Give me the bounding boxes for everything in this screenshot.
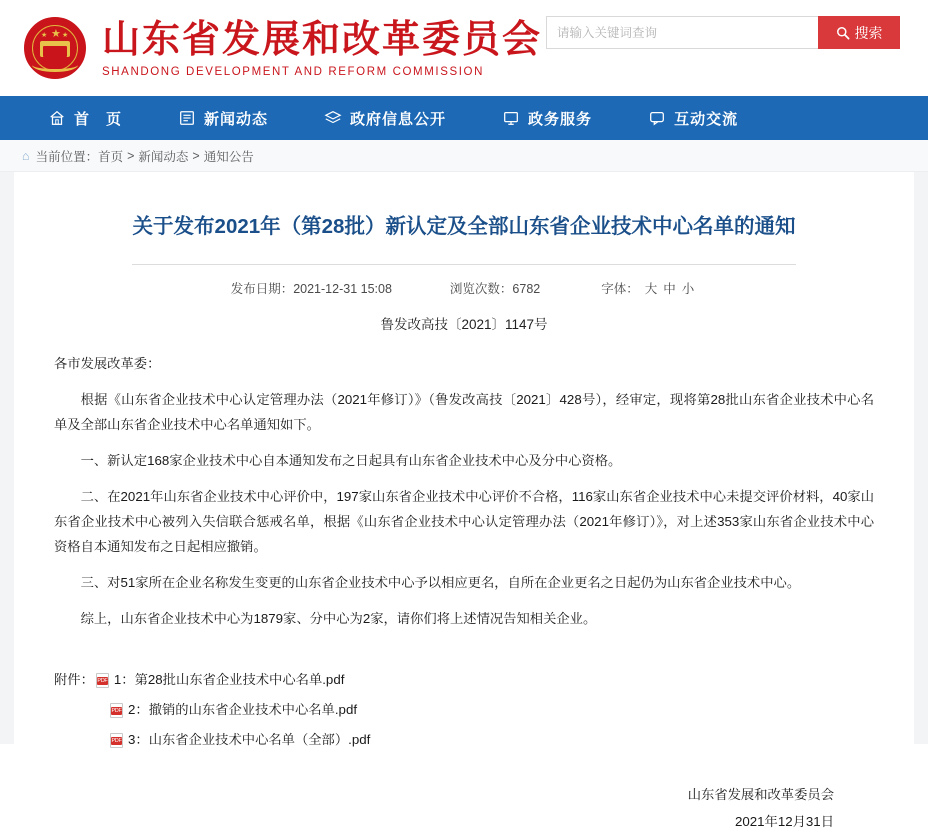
paragraph-3: 二、在2021年山东省企业技术中心评价中，197家山东省企业技术中心评价不合格，116家山东省企业技术中心未提交评价材料，40家山东省企业技术中心被列入失信联合惩戒名单，根据《山东省企业技术中心认定管理办法（2021年修订）》，对上述353家山东省企业技术中心资格自本通知发布之日起相应撤销。 bbox=[54, 489, 874, 554]
nav-item-gov-info[interactable] bbox=[296, 96, 474, 140]
signature-block bbox=[40, 781, 888, 835]
site-title-cn: 山东省发展和改革委员会 bbox=[102, 19, 543, 61]
pdf-icon: PDF bbox=[96, 673, 109, 688]
signature-issuer: 山东省发展和改革委员会 bbox=[687, 787, 834, 802]
view-count bbox=[450, 279, 540, 297]
font-size-medium[interactable]: 中 bbox=[663, 282, 676, 296]
nav-item-news[interactable] bbox=[150, 96, 296, 140]
article-body bbox=[40, 351, 888, 631]
breadcrumb-separator-0: > bbox=[127, 148, 135, 163]
publish-date bbox=[231, 279, 392, 297]
paragraph-4: 三、对51家所在企业名称发生变更的山东省企业技术中心予以相应更名，自所在企业更名之日起仍为山东省企业技术中心。 bbox=[80, 575, 801, 590]
nav-item-gov-service-label: 政务服务 bbox=[528, 110, 593, 128]
font-size-large[interactable]: 大 bbox=[644, 282, 658, 296]
document-number: 鲁发改高技〔2021〕1147号 bbox=[380, 317, 548, 332]
font-size-controls bbox=[598, 279, 697, 297]
pdf-icon: PDF bbox=[110, 733, 123, 748]
view-count-label: 浏览次数： bbox=[449, 282, 513, 296]
right-gutter bbox=[914, 172, 928, 744]
chat-icon bbox=[648, 109, 666, 127]
site-title-en: SHANDONG DEVELOPMENT AND REFORM COMMISSION bbox=[102, 66, 484, 78]
nav-item-gov-info-label: 政府信息公开 bbox=[350, 110, 447, 128]
attachment-index-3: 3： bbox=[128, 732, 149, 747]
news-icon bbox=[178, 109, 196, 127]
page-title: 关于发布2021年（第28批）新认定及全部山东省企业技术中心名单的通知 bbox=[132, 215, 796, 238]
paragraph-salutation: 各市发展改革委： bbox=[54, 356, 161, 371]
attachment-list bbox=[40, 665, 888, 755]
publish-date-value: 2021-12-31 15:08 bbox=[293, 282, 392, 296]
attachment-row-3[interactable] bbox=[54, 725, 888, 755]
paragraph-5: 综上，山东省企业技术中心为1879家、分中心为2家，请你们将上述情况告知相关企业。 bbox=[80, 611, 597, 626]
left-gutter bbox=[0, 172, 14, 744]
nav-item-home[interactable] bbox=[0, 96, 150, 140]
layers-icon bbox=[324, 109, 342, 127]
paragraph-2: 一、新认定168家企业技术中心自本通知发布之日起具有山东省企业技术中心及分中心资格。 bbox=[80, 453, 622, 468]
font-size-label: 字体： bbox=[601, 282, 639, 296]
breadcrumb-item-0[interactable]: 首页 bbox=[98, 149, 124, 164]
signature-date: 2021年12月31日 bbox=[734, 814, 834, 829]
font-size-small[interactable]: 小 bbox=[681, 282, 695, 296]
nav-item-interaction[interactable] bbox=[620, 96, 766, 140]
attachment-row-2[interactable] bbox=[54, 695, 888, 725]
search-input[interactable] bbox=[546, 16, 818, 49]
nav-item-gov-service[interactable] bbox=[474, 96, 620, 140]
monitor-icon bbox=[502, 109, 520, 127]
breadcrumb bbox=[0, 140, 928, 172]
search-button-label: 搜索 bbox=[854, 24, 883, 41]
attachment-name-2[interactable]: 撤销的山东省企业技术中心名单.pdf bbox=[148, 702, 358, 717]
article-meta bbox=[40, 265, 888, 303]
attachment-index-1: 1： bbox=[113, 672, 135, 687]
pdf-icon: PDF bbox=[110, 703, 123, 718]
attachment-index-2: 2： bbox=[128, 702, 149, 717]
main-nav bbox=[0, 96, 928, 140]
search-button[interactable] bbox=[818, 16, 900, 49]
breadcrumb-item-2[interactable]: 通知公告 bbox=[203, 149, 254, 164]
site-title-block bbox=[102, 18, 542, 78]
search-box[interactable] bbox=[546, 16, 900, 49]
nav-item-home-label: 首 页 bbox=[74, 110, 123, 128]
view-count-value: 6782 bbox=[512, 282, 541, 296]
attachment-row-1[interactable] bbox=[54, 665, 888, 695]
attachment-name-3[interactable]: 山东省企业技术中心名单（全部）.pdf bbox=[148, 732, 371, 747]
breadcrumb-home-icon: ⌂ bbox=[22, 148, 30, 163]
attachment-name-1[interactable]: 第28批山东省企业技术中心名单.pdf bbox=[134, 672, 345, 687]
national-emblem-icon: ★ ★ ★ bbox=[24, 17, 86, 79]
nav-item-news-label: 新闻动态 bbox=[204, 110, 269, 128]
home-icon bbox=[48, 109, 66, 127]
breadcrumb-prefix: 当前位置： bbox=[35, 149, 99, 164]
breadcrumb-item-1[interactable]: 新闻动态 bbox=[138, 149, 189, 164]
paragraph-1: 根据《山东省企业技术中心认定管理办法（2021年修订）》（鲁发改高技〔2021〕428号），经审定，现将第28批山东省企业技术中心名单及全部山东省企业技术中心名单通知如下。 bbox=[54, 392, 874, 432]
nav-item-interaction-label: 互动交流 bbox=[674, 110, 739, 128]
article-card bbox=[14, 172, 914, 835]
publish-date-label: 发布日期： bbox=[230, 282, 294, 296]
breadcrumb-separator-1: > bbox=[192, 148, 200, 163]
search-icon bbox=[836, 26, 850, 40]
site-header bbox=[0, 0, 928, 96]
attachment-label: 附件： bbox=[54, 672, 94, 687]
